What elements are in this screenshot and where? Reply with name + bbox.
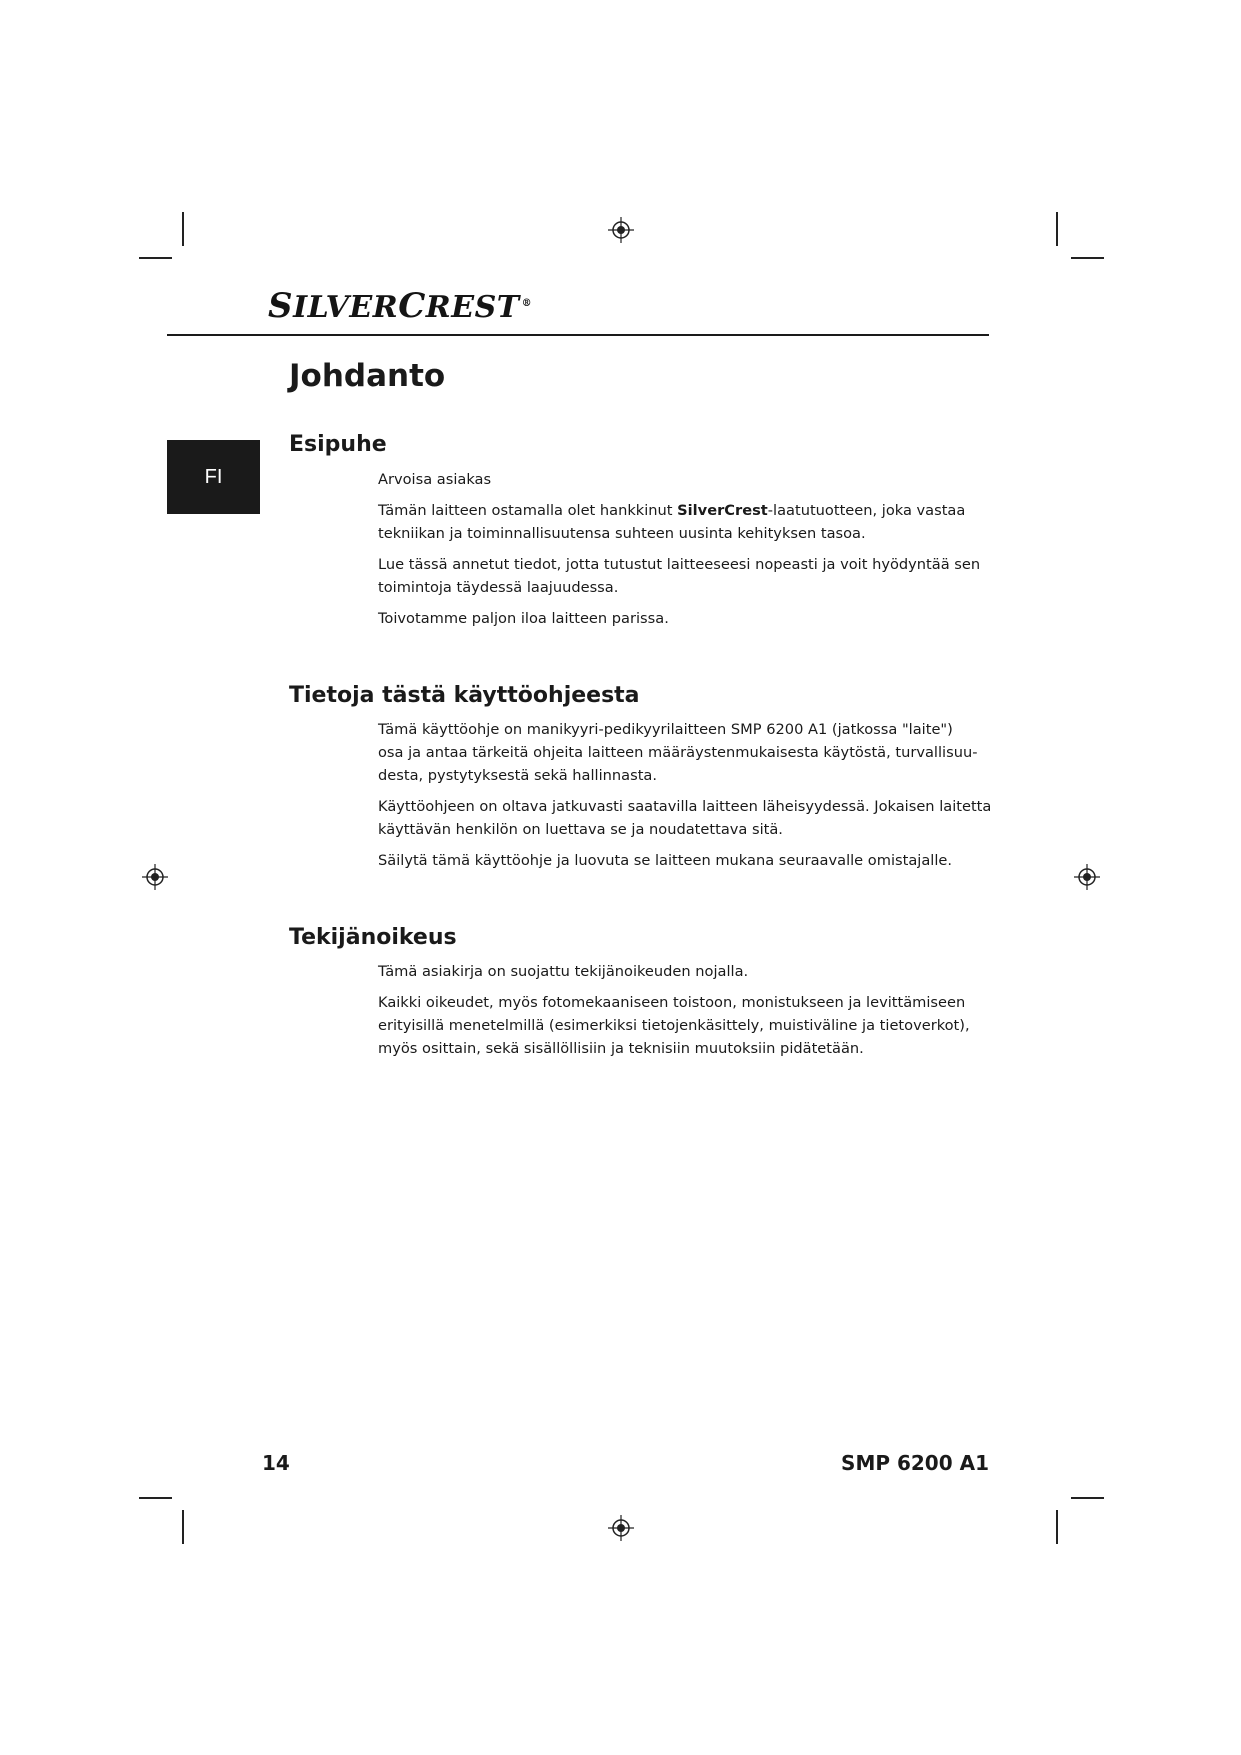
paragraph: Säilytä tämä käyttöohje ja luovuta se laitteen mukana seuraavalle omistajalle. [378, 852, 952, 869]
section-body-tekijanoikeus [378, 960, 970, 1068]
section-heading-esipuhe: Esipuhe [289, 432, 387, 457]
brand-name: SilverCrest [677, 502, 768, 519]
silvercrest-logo: SILVERCREST ® [268, 286, 533, 326]
registration-target-icon [608, 217, 634, 243]
crop-mark-bottom-right-vertical [1056, 1510, 1058, 1544]
crop-mark-bottom-left-vertical [182, 1510, 184, 1544]
page-number: 14 [262, 1451, 290, 1475]
crop-mark-top-left-horizontal [139, 257, 172, 259]
paragraph: Toivotamme paljon iloa laitteen parissa. [378, 610, 669, 627]
model-number: SMP 6200 A1 [841, 1451, 989, 1475]
registration-target-icon [142, 864, 168, 890]
crop-mark-bottom-left-horizontal [139, 1497, 172, 1499]
crop-mark-bottom-right-horizontal [1071, 1497, 1104, 1499]
paragraph: Tämän laitteen ostamalla olet hankkinut SilverCrest-laatutuotteen, joka vastaa tekniikan ja toiminnallisuutensa suhteen uusinta kehityksen tasoa. [378, 502, 966, 542]
registration-target-icon [1074, 864, 1100, 890]
language-tab-label: FI [204, 465, 223, 488]
crop-mark-top-left-vertical [182, 212, 184, 246]
section-heading-tietoja: Tietoja tästä käyttöohjeesta [289, 683, 640, 708]
greeting: Arvoisa asiakas [378, 471, 492, 488]
paragraph: Tämä asiakirja on suojattu tekijänoikeuden nojalla. [378, 963, 749, 980]
crop-mark-top-right-horizontal [1071, 257, 1104, 259]
paragraph: Lue tässä annetut tiedot, jotta tutustut laitteeseesi nopeasti ja voit hyödyntää sen toimintoja täydessä laajuudessa. [378, 556, 981, 596]
paragraph: Käyttöohjeen on oltava jatkuvasti saatavilla laitteen läheisyydessä. Jokaisen laitetta käyttävän henkilön on luettava se ja noudatettava sitä. [378, 798, 992, 838]
paragraph: Kaikki oikeudet, myös fotomekaaniseen toistoon, monistukseen ja levittämiseen erityisillä menetelmillä (esimerkiksi tietojenkäsittely, muistiväline ja tietoverkot), myös osittain, sekä sisällöllisiin ja teknisiin muutoksiin pidätetään. [378, 994, 970, 1057]
section-heading-tekijanoikeus: Tekijänoikeus [289, 925, 457, 950]
registration-target-icon [608, 1515, 634, 1541]
section-body-tietoja [378, 718, 992, 880]
paragraph: Tämä käyttöohje on manikyyri-pedikyyrilaitteen SMP 6200 A1 (jatkossa "laite") osa ja antaa tärkeitä ohjeita laitteen määräystenmukaisesta käytöstä, turvallisuu- desta, pystytyksestä sekä hallinnasta. [378, 721, 978, 784]
language-tab [167, 440, 260, 514]
crop-mark-top-right-vertical [1056, 212, 1058, 246]
section-body-esipuhe [378, 468, 981, 638]
page-title: Johdanto [289, 358, 446, 394]
header-rule [167, 334, 989, 336]
